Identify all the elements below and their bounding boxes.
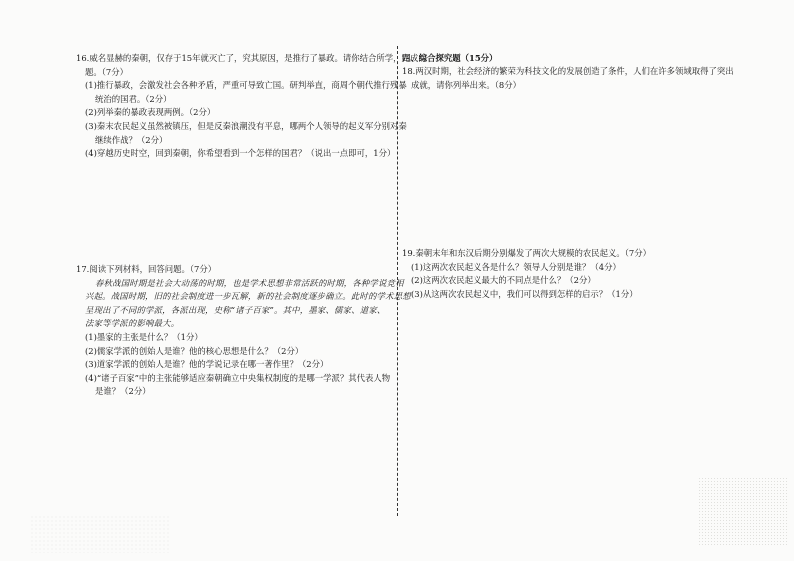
q19-subquestion-2: (2)这两次农民起义最大的不同点是什么？（2分） xyxy=(411,275,596,286)
q16-subquestion-4: (4)穿越历史时空，回到秦朝，你希望看到一个怎样的国君？（说出一点即可，1分） xyxy=(85,148,396,159)
q16-line: 继续作战？（2分） xyxy=(95,134,168,145)
q18-line: 成就，请你列举出来。（8分） xyxy=(411,79,522,90)
q16-subquestion-1: (1)推行暴政，会激发社会各种矛盾，严重可导致亡国。研判举直，商周个朝代推行残暴 xyxy=(85,80,407,91)
question-18 xyxy=(402,65,734,92)
question-16 xyxy=(76,52,427,161)
q19-title: 19.秦朝末年和东汉后期分别爆发了两次大规模的农民起义。（7分） xyxy=(402,248,651,258)
q16-subquestion-2: (2)列举秦的暴政表现两例。（2分） xyxy=(85,107,216,118)
q16-subquestion-3: (3)秦末农民起义虽然被镇压，但是反秦浪潮没有平息，哪两个人领导的起义军分别对秦 xyxy=(85,120,407,131)
q17-material: 呈现出了不同的学派，各派出现，史称“诸子百家”。其中，墨家、儒家、道家、 xyxy=(85,304,386,315)
q16-line: 16.威名显赫的秦朝，仅存于15年就灭亡了，究其原因，是推行了暴政。请你结合所学，完成问 xyxy=(76,53,427,63)
q17-material: 兴起。战国时期，旧的社会制度进一步瓦解，新的社会制度逐步确立。此时的学术思想 xyxy=(85,291,411,302)
q18-line: 18.两汉时期，社会经济的繁荣为科技文化的发展创造了条件，人们在许多领域取得了突出 xyxy=(402,66,734,76)
q17-title: 17.阅读下列材料，回答问题。（7分） xyxy=(76,264,217,274)
q17-material: 法家等学派的影响最大。 xyxy=(85,318,180,329)
q16-line: 题。（7分） xyxy=(85,66,129,77)
q17-material: 春秋战国时期是社会大动荡的时期，也是学术思想非常活跃的时期，各种学说竞相 xyxy=(95,277,404,288)
section-4-heading: 四、综合探究题（15分） xyxy=(402,53,498,63)
question-17 xyxy=(76,263,411,399)
scan-noise xyxy=(698,477,788,547)
column-divider xyxy=(397,46,398,516)
q19-subquestion-1: (1)这两次农民起义各是什么？领导人分别是谁？（4分） xyxy=(411,261,621,272)
q17-line: 是谁？（2分） xyxy=(95,386,151,397)
q17-subquestion-2: (2)儒家学派的创始人是谁？他的核心思想是什么？（2分） xyxy=(85,345,304,356)
q17-subquestion-4: (4)“诸子百家”中的主张能够适应秦朝确立中央集权制度的是哪一学派？其代表人物 xyxy=(85,372,391,383)
q16-line: 统治的国君。（2分） xyxy=(95,93,172,104)
question-19 xyxy=(402,247,651,301)
scan-noise xyxy=(30,515,170,553)
q17-subquestion-3: (3)道家学派的创始人是谁？他的学说记录在哪一著作里？（2分） xyxy=(85,359,329,370)
q19-subquestion-3: (3)从这两次农民起义中，我们可以得到怎样的启示？（1分） xyxy=(411,288,638,299)
q17-subquestion-1: (1)墨家的主张是什么？（1分） xyxy=(85,331,203,342)
